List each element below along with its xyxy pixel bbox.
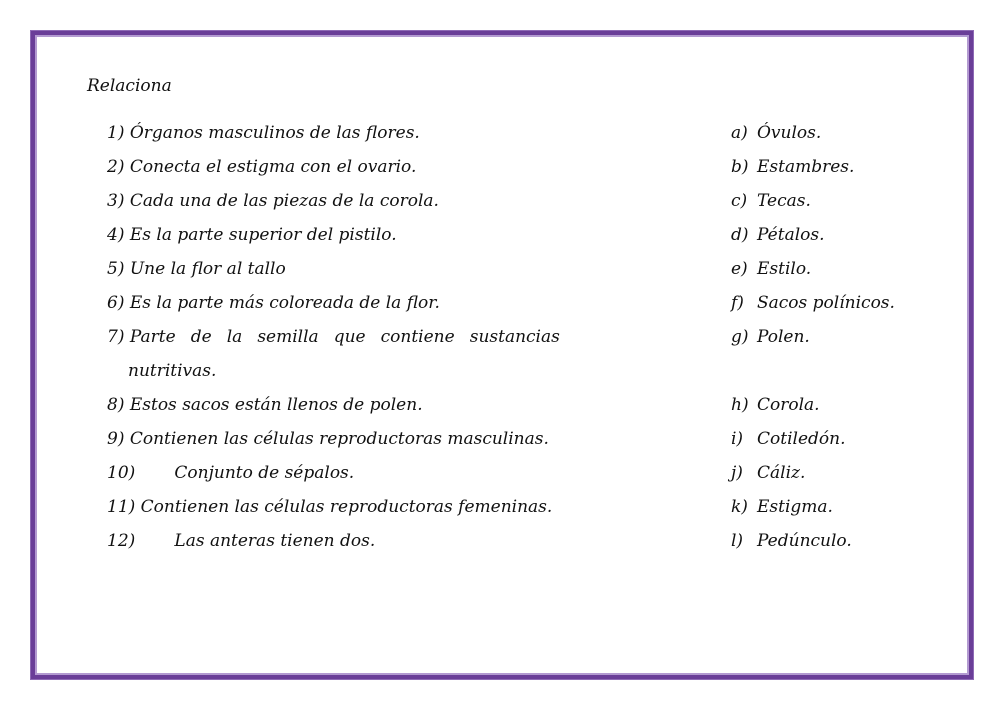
answer-letter: f)	[731, 293, 744, 313]
answer-h	[731, 394, 820, 416]
question-12	[107, 530, 375, 552]
answer-b	[731, 156, 854, 178]
answer-letter: j)	[731, 463, 743, 483]
question-1	[107, 122, 420, 144]
question-7-continuation	[128, 360, 216, 382]
question-text-continued: nutritivas.	[128, 361, 217, 381]
question-7	[107, 326, 560, 348]
answer-d	[731, 224, 825, 246]
answer-letter: i)	[731, 429, 744, 449]
question-text: Estos sacos están llenos de polen.	[129, 395, 423, 415]
question-6	[107, 292, 440, 314]
question-number: 12)	[107, 531, 136, 551]
question-number: 7)	[107, 327, 125, 347]
answer-text: Estigma.	[757, 497, 833, 517]
answer-letter: b)	[731, 157, 749, 177]
answer-text: Estilo.	[757, 259, 812, 279]
answer-letter: e)	[731, 259, 748, 279]
question-text: Conecta el estigma con el ovario.	[129, 157, 417, 177]
answer-text: Tecas.	[757, 191, 811, 211]
answer-k	[731, 496, 833, 518]
answer-text: Corola.	[757, 395, 820, 415]
question-text: Contienen las células reproductoras femeninas.	[140, 497, 553, 517]
answer-letter: a)	[731, 123, 748, 143]
question-number: 11)	[107, 497, 136, 517]
question-text: Parte de la semilla que contiene sustancias	[129, 327, 560, 347]
question-text: Contienen las células reproductoras masculinas.	[129, 429, 549, 449]
answer-text: Estambres.	[757, 157, 855, 177]
answer-text: Polen.	[757, 327, 810, 347]
answer-a	[731, 122, 821, 144]
question-number: 1)	[107, 123, 125, 143]
question-text: Cada una de las piezas de la corola.	[129, 191, 439, 211]
answer-letter: h)	[731, 395, 749, 415]
answer-e	[731, 258, 811, 280]
question-8	[107, 394, 423, 416]
answer-letter: d)	[731, 225, 749, 245]
question-number: 2)	[107, 157, 125, 177]
worksheet-title: Relaciona	[87, 76, 172, 96]
question-10	[107, 462, 354, 484]
answer-g	[731, 326, 810, 348]
question-number: 3)	[107, 191, 125, 211]
question-text: Es la parte más coloreada de la flor.	[129, 293, 440, 313]
question-text: Une la flor al tallo	[129, 259, 286, 279]
answer-i	[731, 428, 845, 450]
question-2	[107, 156, 416, 178]
answer-c	[731, 190, 811, 212]
answer-text: Cotiledón.	[757, 429, 846, 449]
question-text: Conjunto de sépalos.	[174, 463, 355, 483]
question-4	[107, 224, 397, 246]
question-text: Órganos masculinos de las flores.	[129, 123, 420, 143]
question-number: 8)	[107, 395, 125, 415]
answer-text: Sacos polínicos.	[757, 293, 895, 313]
question-9	[107, 428, 549, 450]
answer-letter: g)	[731, 327, 749, 347]
question-11	[107, 496, 552, 518]
question-number: 10)	[107, 463, 136, 483]
answer-text: Cáliz.	[757, 463, 806, 483]
question-number: 9)	[107, 429, 125, 449]
answer-l	[731, 530, 852, 552]
answer-j	[731, 462, 805, 484]
question-text: Es la parte superior del pistilo.	[129, 225, 397, 245]
answer-text: Pétalos.	[757, 225, 825, 245]
answer-letter: k)	[731, 497, 748, 517]
answer-f	[731, 292, 895, 314]
question-number: 5)	[107, 259, 125, 279]
answer-text: Óvulos.	[757, 123, 822, 143]
question-number: 4)	[107, 225, 125, 245]
question-number: 6)	[107, 293, 125, 313]
question-text: Las anteras tienen dos.	[174, 531, 376, 551]
answer-letter: c)	[731, 191, 748, 211]
question-5	[107, 258, 286, 280]
question-3	[107, 190, 439, 212]
answer-letter: l)	[731, 531, 744, 551]
answer-text: Pedúnculo.	[757, 531, 852, 551]
